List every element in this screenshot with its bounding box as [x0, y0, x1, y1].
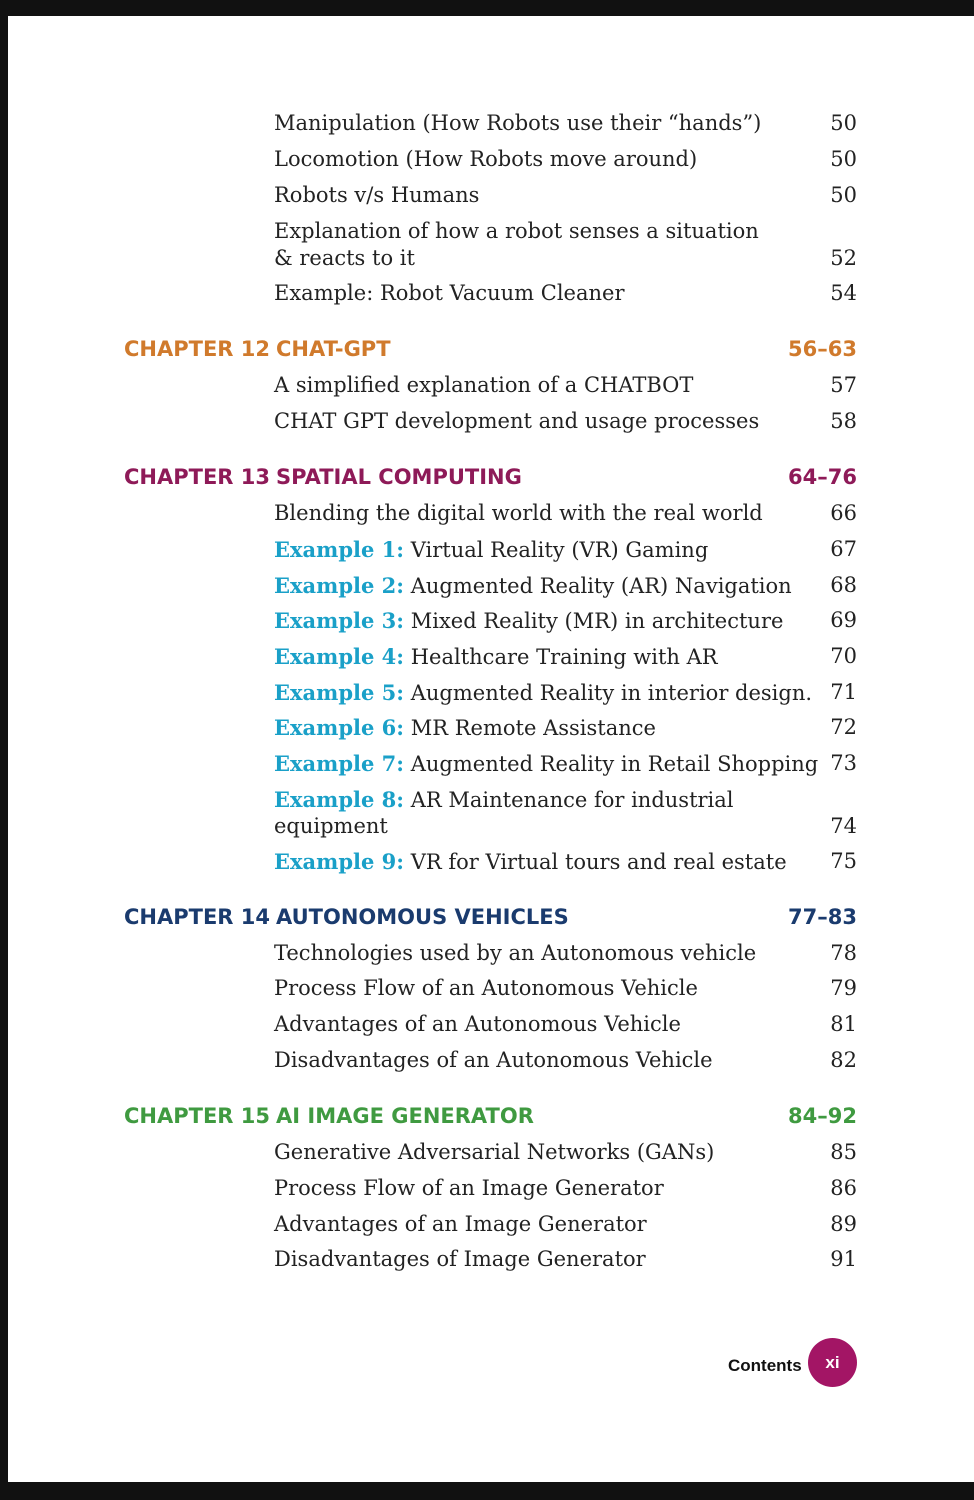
toc-entry-title-line2: & reacts to it: [274, 246, 415, 270]
chapter-label: CHAPTER 13: [124, 465, 271, 489]
example-text: Augmented Reality in Retail Shopping: [404, 752, 819, 776]
toc-entry-page: 74: [830, 814, 857, 838]
example-text: Healthcare Training with AR: [404, 645, 718, 669]
toc-entry-title: Technologies used by an Autonomous vehicle: [274, 941, 757, 965]
example-label: Example 6:: [274, 715, 405, 740]
toc-entry-page: 86: [830, 1176, 857, 1200]
chapter-pages: 77–83: [788, 905, 857, 929]
toc-entry-page: 73: [830, 751, 857, 775]
toc-entry-title: Advantages of an Autonomous Vehicle: [274, 1012, 681, 1036]
toc-entry-page: 58: [830, 409, 857, 433]
page-number-badge: xi: [808, 1338, 857, 1387]
toc-entry-title: Robots v/s Humans: [274, 183, 480, 207]
example-label: Example 2:: [274, 573, 405, 598]
toc-entry-title: [274, 679, 812, 707]
chapter-pages: 84–92: [788, 1104, 857, 1128]
toc-entry-page: 57: [830, 373, 857, 397]
toc-entry-title: [274, 786, 734, 814]
example-text: Virtual Reality (VR) Gaming: [404, 538, 709, 562]
chapter-title: AUTONOMOUS VEHICLES: [276, 905, 569, 929]
toc-entry-page: 66: [830, 501, 857, 525]
toc-entry-title: Process Flow of an Image Generator: [274, 1176, 664, 1200]
toc-entry-page: 68: [830, 573, 857, 597]
example-label: Example 4:: [274, 644, 405, 669]
toc-entry-page: 70: [830, 644, 857, 668]
toc-entry-page: 89: [830, 1212, 857, 1236]
toc-entry-title: Disadvantages of Image Generator: [274, 1247, 646, 1271]
toc-entry-page: 67: [830, 537, 857, 561]
toc-entry-title: Example: Robot Vacuum Cleaner: [274, 281, 625, 305]
toc-entry-page: 79: [830, 976, 857, 1000]
toc-entry-page: 82: [830, 1048, 857, 1072]
toc-entry-title: [274, 714, 656, 742]
toc-entry-title: Advantages of an Image Generator: [274, 1212, 647, 1236]
toc-entry-title: [274, 536, 708, 564]
chapter-label: CHAPTER 14: [124, 905, 271, 929]
toc-entry-page: 54: [830, 281, 857, 305]
toc-entry-title: Disadvantages of an Autonomous Vehicle: [274, 1048, 713, 1072]
footer-section-label: Contents: [728, 1356, 802, 1375]
toc-entry-page: 52: [830, 246, 857, 270]
example-label: Example 3:: [274, 608, 405, 633]
toc-entry-title: [274, 750, 818, 778]
example-text: Augmented Reality (AR) Navigation: [404, 574, 792, 598]
toc-entry-title: A simplified explanation of a CHATBOT: [274, 373, 694, 397]
toc-entry-page: 81: [830, 1012, 857, 1036]
toc-entry-page: 75: [830, 849, 857, 873]
toc-entry-title: Locomotion (How Robots move around): [274, 147, 698, 171]
book-page: [8, 16, 974, 1482]
chapter-label: CHAPTER 12: [124, 337, 271, 361]
chapter-title: AI IMAGE GENERATOR: [276, 1104, 534, 1128]
example-text: Augmented Reality in interior design.: [404, 681, 813, 705]
toc-entry-title: Explanation of how a robot senses a situation: [274, 219, 759, 243]
toc-entry-title: [274, 572, 792, 600]
example-text: AR Maintenance for industrial: [404, 788, 734, 812]
toc-entry-title-line2: equipment: [274, 814, 388, 838]
chapter-title: SPATIAL COMPUTING: [276, 465, 522, 489]
toc-entry-title: Generative Adversarial Networks (GANs): [274, 1140, 715, 1164]
toc-entry-page: 69: [830, 608, 857, 632]
chapter-label: CHAPTER 15: [124, 1104, 271, 1128]
example-text: Mixed Reality (MR) in architecture: [404, 609, 784, 633]
toc-entry-title: [274, 607, 783, 635]
toc-entry-page: 50: [830, 111, 857, 135]
example-label: Example 1:: [274, 537, 405, 562]
toc-entry-title: [274, 848, 787, 876]
toc-entry-title: Process Flow of an Autonomous Vehicle: [274, 976, 698, 1000]
toc-entry-title: [274, 643, 718, 671]
chapter-pages: 56–63: [788, 337, 857, 361]
toc-entry-page: 71: [830, 680, 857, 704]
toc-entry-title: CHAT GPT development and usage processes: [274, 409, 760, 433]
example-label: Example 8:: [274, 787, 405, 812]
toc-entry-page: 78: [830, 941, 857, 965]
chapter-pages: 64–76: [788, 465, 857, 489]
toc-entry-page: 91: [830, 1247, 857, 1271]
chapter-title: CHAT-GPT: [276, 337, 391, 361]
example-label: Example 5:: [274, 680, 405, 705]
toc-entry-page: 85: [830, 1140, 857, 1164]
example-text: VR for Virtual tours and real estate: [404, 850, 787, 874]
toc-entry-page: 72: [830, 715, 857, 739]
toc-entry-title: Blending the digital world with the real world: [274, 501, 763, 525]
toc-entry-title: Manipulation (How Robots use their “hands”): [274, 111, 762, 135]
toc-entry-page: 50: [830, 147, 857, 171]
example-text: MR Remote Assistance: [404, 716, 656, 740]
example-label: Example 7:: [274, 751, 405, 776]
example-label: Example 9:: [274, 849, 405, 874]
toc-entry-page: 50: [830, 183, 857, 207]
